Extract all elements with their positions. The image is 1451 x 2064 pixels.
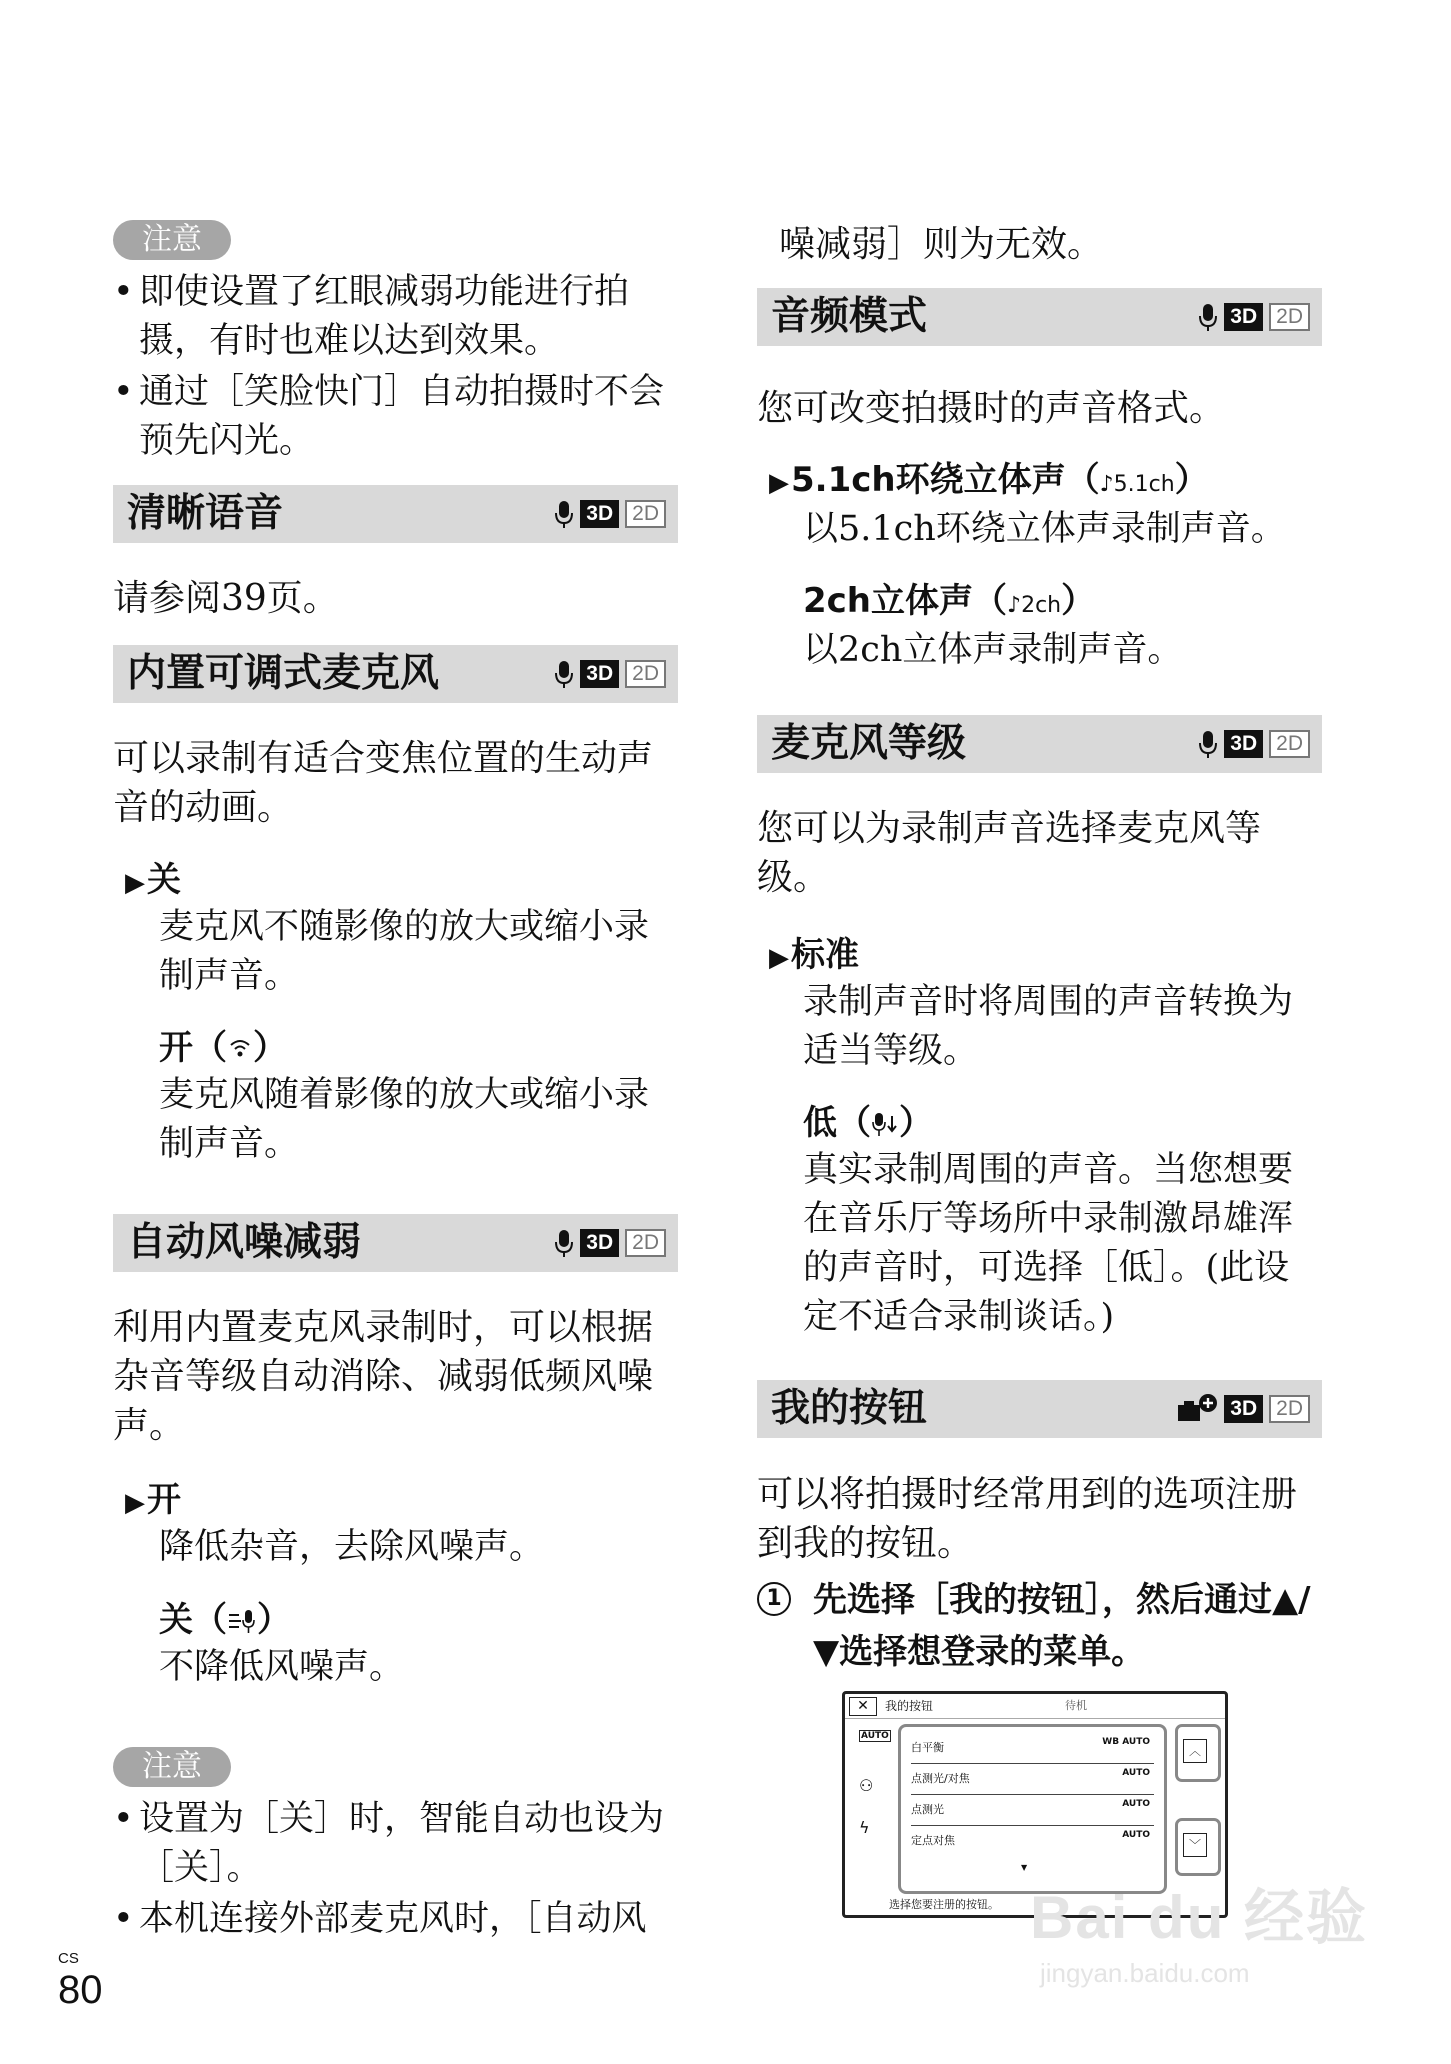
mic-low-icon — [871, 1110, 899, 1138]
option: 开（ ） — [159, 1028, 287, 1068]
chevron-up-icon: ︿ — [1183, 1739, 1207, 1763]
2d-badge: 2D — [625, 500, 666, 528]
2d-badge: 2D — [1269, 303, 1310, 331]
option-desc: 以2ch立体声录制声音。 — [803, 630, 1183, 670]
more-indicator-icon: ▼ — [1021, 1863, 1028, 1872]
page-number: 80 — [58, 1968, 103, 2012]
microphone-icon — [1198, 729, 1218, 759]
section-header-mic-level — [757, 715, 1322, 776]
option-default: ▶5.1ch环绕立体声（♪5.1ch） — [769, 457, 1209, 508]
section-title: 清晰语音 — [127, 491, 284, 536]
spot-meter-icon: AUTO — [1122, 1799, 1150, 1809]
section-body: 您可改变拍摄时的声音格式。 — [757, 388, 1226, 429]
spot-focus-icon: AUTO — [1122, 1830, 1150, 1840]
section-title: 音频模式 — [771, 294, 928, 339]
section-title: 内置可调式麦克风 — [127, 651, 440, 696]
section-body: 可以录制有适合变焦位置的生动声音的动画。 — [113, 738, 654, 828]
zoom-mic-icon — [227, 1036, 253, 1062]
chevron-down-icon: ﹀ — [1183, 1833, 1207, 1857]
close-button[interactable]: ✕ — [849, 1697, 877, 1716]
spot-meter-focus-icon: AUTO — [1122, 1768, 1150, 1778]
option: 2ch立体声（♪2ch） — [803, 581, 1096, 621]
3d-badge: 3D — [1224, 1395, 1263, 1423]
section-header-audio-mode — [757, 288, 1322, 349]
mode-badges — [1198, 729, 1310, 759]
2d-badge: 2D — [625, 660, 666, 688]
3d-badge: 3D — [1224, 730, 1263, 758]
mode-badges — [554, 659, 666, 689]
section-header-wind-noise — [113, 1214, 678, 1275]
option-default: ▶标准 — [769, 932, 859, 981]
default-arrow-icon: ▶ — [125, 868, 145, 898]
menu-item-spot-meter-focus[interactable]: 点测光/对焦 AUTO — [911, 1764, 1154, 1795]
microphone-icon — [1198, 302, 1218, 332]
option: 低（ ） — [803, 1103, 933, 1143]
default-arrow-icon: ▶ — [769, 943, 789, 973]
mode-badges — [1176, 1394, 1310, 1424]
option-desc: 不降低风噪声。 — [159, 1647, 405, 1687]
microphone-icon — [554, 659, 574, 689]
section-body: 可以将拍摄时经常用到的选项注册到我的按钮。 — [757, 1474, 1298, 1564]
watermark-url: jingyan.baidu.com — [1040, 1958, 1250, 1988]
microphone-icon — [554, 499, 574, 529]
stereo-icon: ♪2ch — [1007, 593, 1062, 618]
2d-badge: 2D — [625, 1229, 666, 1257]
option-desc: 以5.1ch环绕立体声录制声音。 — [803, 509, 1286, 549]
section-body: 请参阅39页。 — [113, 578, 339, 619]
3d-badge: 3D — [580, 500, 619, 528]
menu-item-spot-focus[interactable]: 定点对焦 AUTO — [911, 1830, 1150, 1847]
3d-badge: 3D — [580, 660, 619, 688]
white-balance-icon: WB AUTO — [1102, 1737, 1150, 1747]
screen-title: 我的按钮 — [885, 1699, 934, 1713]
intelligent-auto-icon[interactable]: AUTO — [861, 1731, 889, 1741]
my-button-icon — [1176, 1393, 1218, 1425]
note-bullet: • 通过［笑脸快门］自动拍摄时不会预先闪光。 — [113, 372, 665, 461]
section-body: 利用内置麦克风录制时，可以根据杂音等级自动消除、减弱低频风噪声。 — [113, 1307, 654, 1446]
section-title: 我的按钮 — [771, 1386, 928, 1431]
menu-item-spot-meter[interactable]: 点测光 AUTO — [911, 1795, 1154, 1826]
default-arrow-icon: ▶ — [769, 468, 789, 498]
section-header-clear-voice — [113, 485, 678, 546]
note-bullet: • 本机连接外部麦克风时，［自动风 — [113, 1899, 647, 1939]
language-tag: CS — [58, 1950, 79, 1967]
mode-badges — [554, 1228, 666, 1258]
mode-badges — [1198, 302, 1310, 332]
note-bullet: • 设置为［关］时，智能自动也设为［关］。 — [113, 1799, 665, 1888]
section-header-my-button — [757, 1380, 1322, 1441]
option-desc: 录制声音时将周围的声音转换为适当等级。 — [803, 982, 1294, 1071]
option-desc: 真实录制周围的声音。当您想要在音乐厅等场所中录制激昂雄浑的声音时，可选择［低］。(此设定不适合录制谈话。) — [803, 1150, 1294, 1337]
section-title: 自动风噪减弱 — [127, 1220, 362, 1265]
menu-list — [898, 1724, 1167, 1894]
3d-badge: 3D — [1224, 303, 1263, 331]
option-desc: 麦克风不随影像的放大或缩小录制声音。 — [159, 907, 650, 996]
screen-top-bar — [845, 1694, 1225, 1719]
scene-icon[interactable]: ⚇ — [859, 1776, 874, 1795]
scroll-down-button[interactable] — [1175, 1818, 1221, 1876]
screen-status: 待机 — [1065, 1699, 1087, 1712]
mode-badges — [554, 499, 666, 529]
option-desc: 降低杂音，去除风噪声。 — [159, 1527, 545, 1567]
section-body: 您可以为录制声音选择麦克风等级。 — [757, 808, 1262, 898]
wind-noise-off-icon — [227, 1607, 257, 1635]
surround-icon: ♪5.1ch — [1099, 472, 1175, 497]
continued-text: 噪减弱］则为无效。 — [779, 224, 1104, 265]
2d-badge: 2D — [1269, 1395, 1310, 1423]
2d-badge: 2D — [1269, 730, 1310, 758]
option-desc: 麦克风随着影像的放大或缩小录制声音。 — [159, 1075, 650, 1164]
step-1-text: 先选择［我的按钮］，然后通过▲/▼选择想登录的菜单。 — [813, 1580, 1311, 1672]
menu-item-white-balance[interactable]: 白平衡 WB AUTO — [911, 1733, 1154, 1764]
option-default: ▶关 — [125, 857, 181, 906]
flash-auto-icon[interactable]: ϟ — [859, 1818, 870, 1837]
note-label: 注意 — [113, 1747, 231, 1787]
microphone-icon — [554, 1228, 574, 1258]
option-default: ▶开 — [125, 1477, 181, 1526]
default-arrow-icon: ▶ — [125, 1488, 145, 1518]
watermark-logo: Bai du 经验 — [1030, 1884, 1369, 1951]
note-bullet: • 即使设置了红眼减弱功能进行拍摄，有时也难以达到效果。 — [113, 272, 630, 361]
section-title: 麦克风等级 — [771, 721, 967, 766]
option: 关（ ） — [159, 1600, 291, 1640]
step-number: 1 — [757, 1582, 791, 1616]
3d-badge: 3D — [580, 1229, 619, 1257]
section-header-zoom-mic — [113, 645, 678, 706]
scroll-up-button[interactable] — [1175, 1724, 1221, 1782]
note-label: 注意 — [113, 220, 231, 260]
screen-hint: 选择您要注册的按钮。 — [889, 1898, 999, 1911]
